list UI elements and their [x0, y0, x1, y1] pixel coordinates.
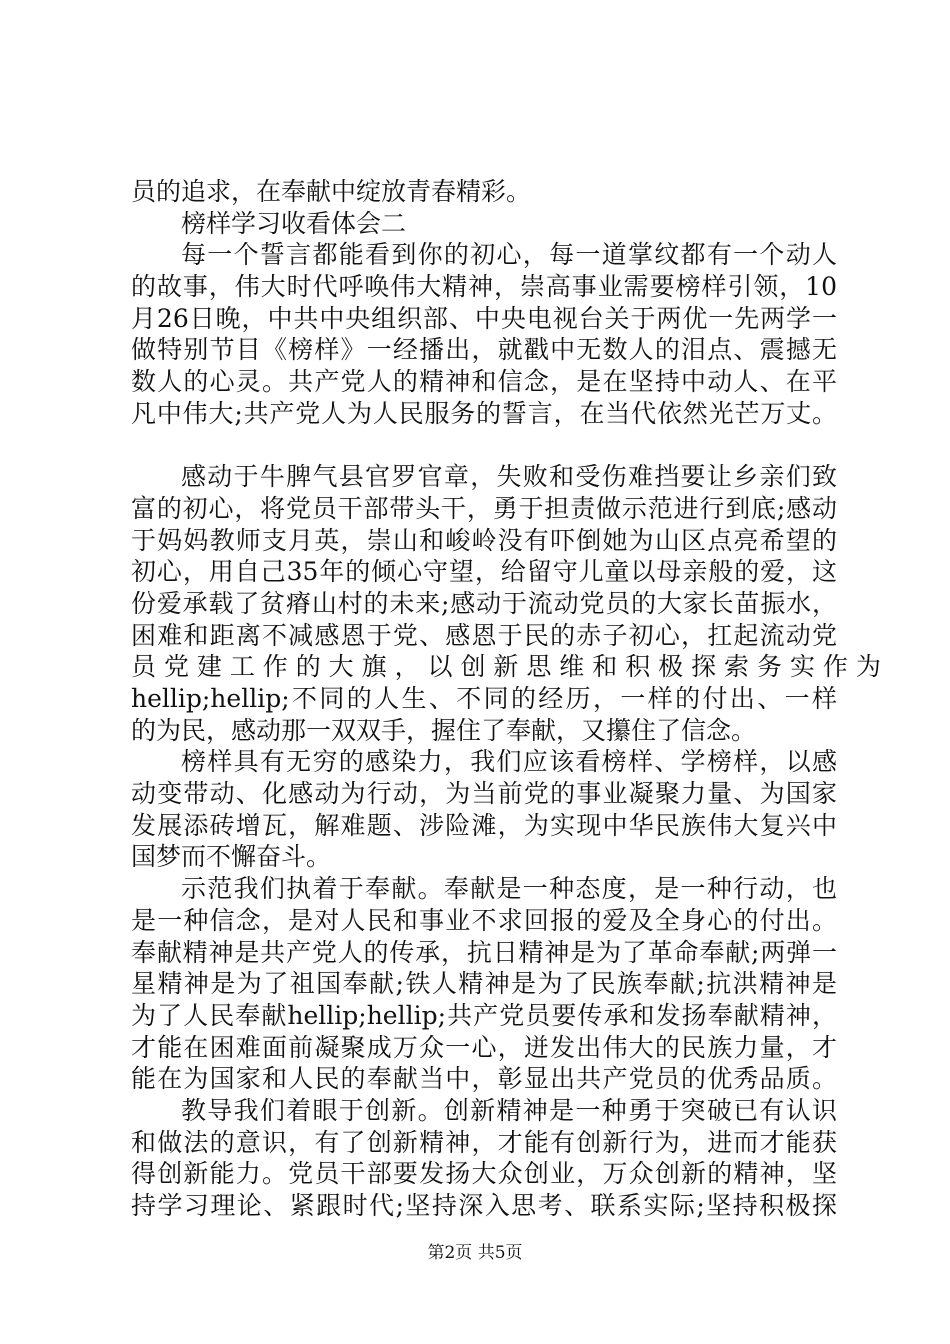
text-line: 得创新能力。党员干部要发扬大众创业，万众创新的精神，坚: [131, 1159, 837, 1189]
text-line: 榜样具有无穷的感染力，我们应该看榜样、学榜样，以感: [181, 747, 837, 777]
text-line: 奉献精神是共产党人的传承，抗日精神是为了革命奉献;两弹一: [131, 937, 837, 967]
text-line: 国梦而不懈奋斗。: [131, 842, 332, 872]
text-line: 才能在困难面前凝聚成万众一心，迸发出伟大的民族力量，才: [131, 1032, 837, 1062]
text-line: 能在为国家和人民的奉献当中，彰显出共产党员的优秀品质。: [131, 1064, 837, 1094]
document-body: [131, 176, 881, 1222]
text-line: 和做法的意识，有了创新精神，才能有创新行为，进而才能获: [131, 1127, 837, 1157]
text-line: 初心，用自己35年的倾心守望，给留守儿童以母亲般的爱，这: [131, 557, 837, 587]
text-line: 为了人民奉献hellip;hellip;共产党员要传承和发扬奉献精神，: [131, 1000, 837, 1030]
text-line: 凡中伟大;共产党人为人民服务的誓言，在当代依然光芒万丈。: [131, 398, 837, 428]
text-line: 于妈妈教师支月英，崇山和峻岭没有吓倒她为山区点亮希望的: [131, 525, 837, 555]
text-line: hellip;hellip;不同的人生、不同的经历，一样的付出、一样: [131, 684, 837, 713]
text-line: 富的初心，将党员干部带头干，勇于担责做示范进行到底;感动: [131, 493, 837, 523]
text-line: 的为民，感动那一双双手，握住了奉献，又攥住了信念。: [131, 715, 757, 745]
text-line: 困难和距离不减感恩于党、感恩于民的赤子初心，扛起流动党: [131, 620, 837, 650]
text-line: 示范我们执着于奉献。奉献是一种态度，是一种行动，也: [181, 874, 837, 904]
text-line: 持学习理论、紧跟时代;坚持深入思考、联系实际;坚持积极探: [131, 1191, 837, 1220]
text-line: 的故事，伟大时代呼唤伟大精神，崇高事业需要榜样引领，10: [131, 272, 837, 302]
text-line: 每一个誓言都能看到你的初心，每一道掌纹都有一个动人: [181, 240, 837, 270]
text-line: 星精神是为了祖国奉献;铁人精神是为了民族奉献;抗洪精神是: [131, 969, 837, 999]
text-line: 份爱承载了贫瘠山村的未来;感动于流动党员的大家长苗振水，: [131, 588, 837, 618]
text-line: 发展添砖增瓦，解难题、涉险滩，为实现中华民族伟大复兴中: [131, 810, 837, 840]
text-line: 榜样学习收看体会二: [181, 208, 407, 238]
text-line: 是一种信念，是对人民和事业不求回报的爱及全身心的付出。: [131, 905, 837, 935]
text-line: 感动于牛脾气县官罗官章，失败和受伤难挡要让乡亲们致: [181, 462, 837, 492]
page-footer: 第2页 共5页: [427, 1243, 523, 1263]
text-line: 教导我们着眼于创新。创新精神是一种勇于突破已有认识: [181, 1095, 837, 1125]
text-line: 员 党 建 工 作 的 大 旗 ， 以 创 新 思 维 和 积 极 探 索 务 实 作 为: [131, 652, 881, 682]
blank-line: [131, 430, 837, 462]
text-line: 做特别节目《榜样》一经播出，就戳中无数人的泪点、震撼无: [131, 335, 837, 365]
text-line: 员的追求，在奉献中绽放青春精彩。: [131, 177, 532, 206]
text-line: 动变带动、化感动为行动，为当前党的事业凝聚力量、为国家: [131, 779, 837, 809]
text-line: 数人的心灵。共产党人的精神和信念，是在坚持中动人、在平: [131, 367, 837, 397]
text-line: 月26日晚，中共中央组织部、中央电视台关于两优一先两学一: [131, 303, 837, 333]
